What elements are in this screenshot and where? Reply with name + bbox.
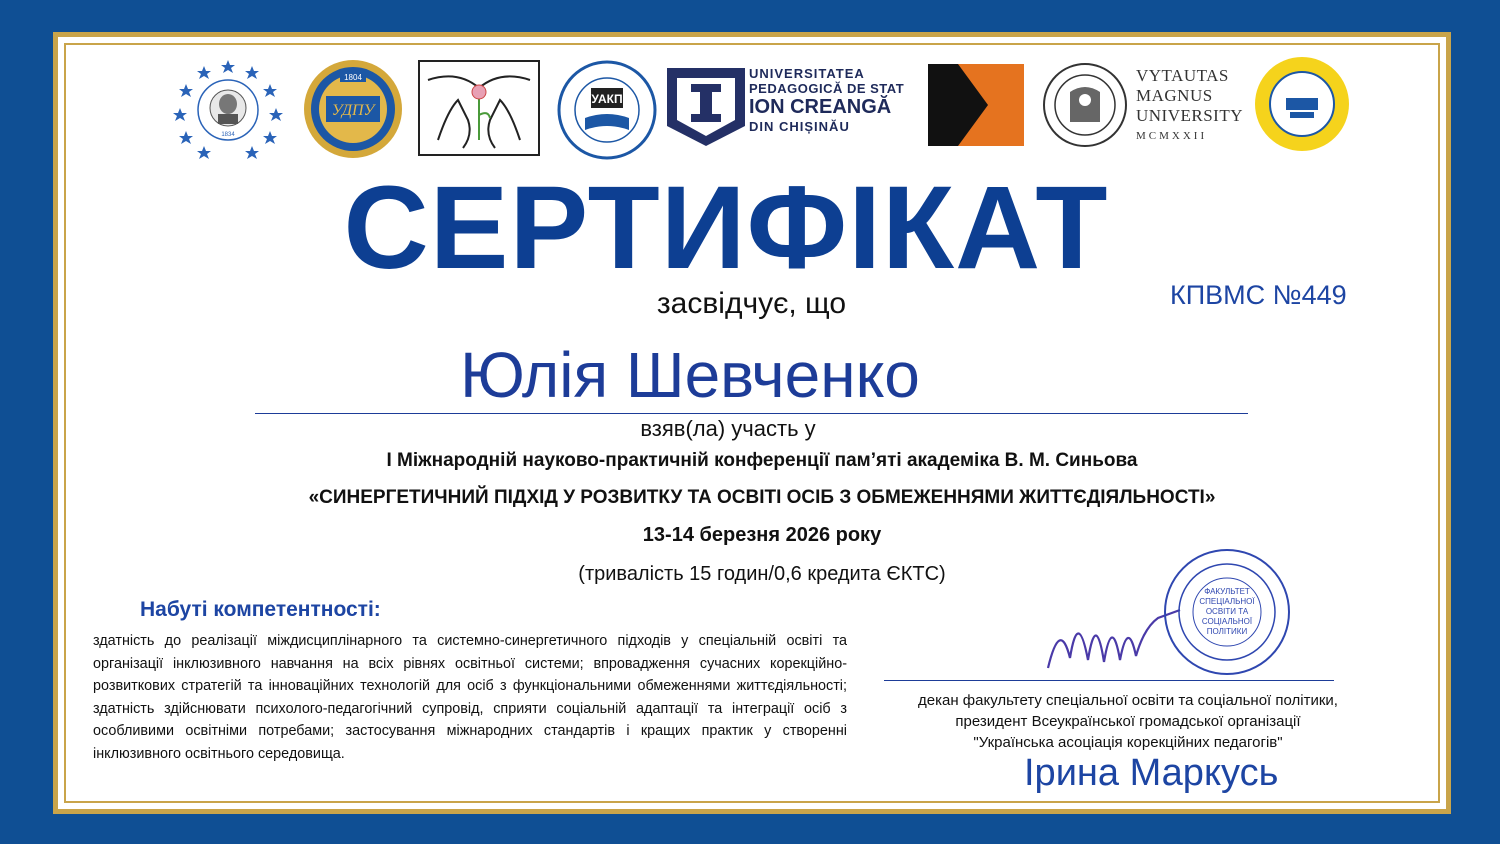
vmu-line1: VYTAUTAS <box>1136 66 1229 85</box>
letter-i-shield-icon <box>665 66 747 148</box>
round-stamp-icon <box>1163 548 1291 676</box>
signatory-title-line3: "Українська асоціація корекційних педагогів" <box>973 734 1283 751</box>
kaunas-publisher-logo <box>928 64 1024 146</box>
vmu-name <box>1136 66 1246 146</box>
hands-flower-logo <box>418 60 540 156</box>
upsc-line4: DIN CHIȘINĂU <box>749 119 850 134</box>
udpu-logo <box>300 58 406 160</box>
signatory-title <box>880 690 1376 753</box>
conference-theme: «СИНЕРГЕТИЧНИЙ ПІДХІД У РОЗВИТКУ ТА ОСВІТІ ОСІБ З ОБМЕЖЕННЯМИ ЖИТТЄДІЯЛЬНОСТІ» <box>308 487 1216 508</box>
stamp-line5: ПОЛІТИКИ <box>1206 627 1248 636</box>
certifies-text: засвідчує, що <box>656 287 847 320</box>
certificate-number: КПВМС №449 <box>1170 280 1347 310</box>
upsc-logo <box>665 66 747 148</box>
book-emblem-icon <box>557 60 657 160</box>
stamp-line1: ФАКУЛЬТЕТ <box>1204 587 1250 596</box>
certificate-title: СЕРТИФІКАТ <box>343 162 1109 294</box>
svg-text:1804: 1804 <box>344 73 362 82</box>
signatory-name: Ірина Маркусь <box>1024 752 1279 794</box>
participated-text: взяв(ла) участь у <box>640 416 816 441</box>
competences-heading: Набуті компетентності: <box>140 598 381 621</box>
signatory-title-line1: декан факультету спеціальної освіти та соціальної політики, <box>918 692 1338 709</box>
signature-line <box>884 680 1334 681</box>
upsc-line2: PEDAGOGICĂ DE STAT <box>749 81 905 96</box>
conference-duration: (тривалість 15 годин/0,6 кредита ЄКТС) <box>578 563 946 585</box>
conference-dates: 13-14 березня 2026 року <box>642 524 882 546</box>
vmu-line4: MCMXXII <box>1136 130 1208 142</box>
competences-text: здатність до реалізації міждисциплінарного та системно-синергетичного підходів у спеціальній освіті та організації інклюзивного навчання на всіх рівнях освітньої системи; впровадження сучасних корекційно-розвиткових стратегій та інноваційних технологій для осіб з функціональними обмеженнями життєдіяльності; здатність здійснювати психолого-педагогічний супровід, сприяти соціальній адаптації та інтеграції осіб з особливими освітніми потребами; застосування міжнародних стандартів і кращих практик у створенні інклюзивного освітнього середовища. <box>93 633 847 762</box>
university-emblem-icon <box>172 58 284 162</box>
lithuania-school-logo <box>1254 56 1350 152</box>
svg-text:УДПУ: УДПУ <box>331 102 375 119</box>
upsc-line1: UNIVERSITATEA <box>749 66 865 81</box>
svg-text:УАКП: УАКП <box>591 92 623 106</box>
nubip-dragomanov-logo <box>172 58 284 162</box>
stamp-line4: СОЦІАЛЬНОЇ <box>1201 617 1253 626</box>
hands-with-flower-icon <box>418 60 540 156</box>
orange-black-triangle-icon <box>928 64 1024 146</box>
official-stamp <box>1163 548 1291 676</box>
vmu-seal-logo <box>1042 62 1128 148</box>
uakp-association-logo <box>557 60 657 160</box>
upsc-name <box>749 66 929 134</box>
vmu-line3: UNIVERSITY <box>1136 106 1243 125</box>
recipient-name: Юлія Шевченко <box>460 339 920 411</box>
conference-name: І Міжнародній науково-практичній конференції пам’яті академіка В. М. Синьова <box>386 450 1138 471</box>
svg-text:1834: 1834 <box>221 132 235 138</box>
vmu-line2: MAGNUS <box>1136 86 1213 105</box>
stamp-line3: ОСВІТИ ТА <box>1205 607 1249 616</box>
university-seal-icon <box>1042 62 1128 148</box>
yellow-round-emblem-icon <box>1254 56 1350 152</box>
recipient-underline <box>255 413 1248 414</box>
signatory-title-line2: президент Всеукраїнської громадської організації <box>955 713 1301 730</box>
stamp-line2: СПЕЦІАЛЬНОЇ <box>1199 597 1255 606</box>
laurel-emblem-icon <box>300 58 406 160</box>
upsc-line3: ION CREANGĂ <box>749 96 892 118</box>
